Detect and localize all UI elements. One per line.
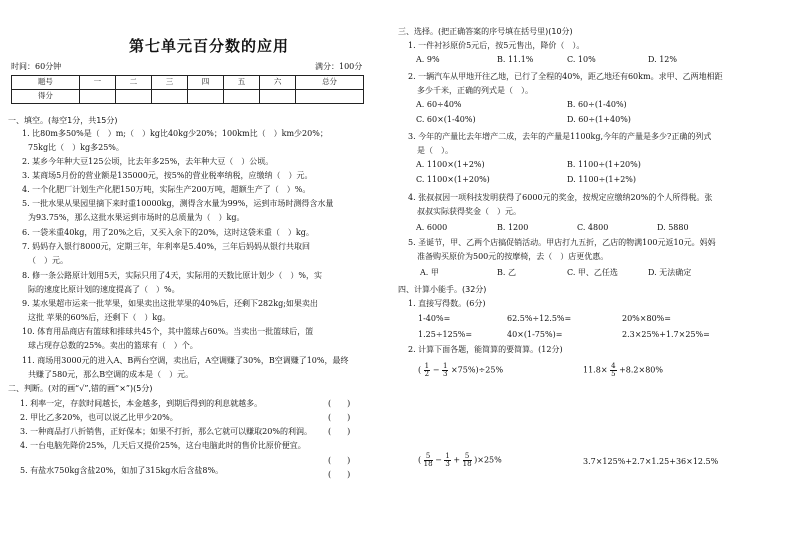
section2-item: 4. 一台电脑先降价25%，几天后又提价25%，这台电脑此时的售价比原价便宜。 — [20, 441, 306, 450]
direct-calc-item: 1.25÷125%= — [418, 330, 473, 339]
direct-calc-item: 1-40%= — [418, 314, 451, 323]
section3-question: 多少千米，正确的列式是（ ）。 — [417, 86, 533, 95]
option[interactable]: D. 60÷(1+40%) — [567, 115, 631, 124]
direct-calc-item: 62.5%÷12.5%= — [507, 314, 572, 323]
fraction: $\frac{1}{3}$ — [442, 362, 448, 378]
section3-question: 4. 张叔叔因一项科技发明获得了6000元的奖金，按规定应缴纳20%的个人所得税。张 — [408, 193, 713, 202]
option[interactable]: B. 11.1% — [497, 55, 534, 64]
option[interactable]: D. 12% — [648, 55, 677, 64]
option[interactable]: C. 60×(1-40%) — [416, 115, 476, 124]
option[interactable]: A. 1100×(1+2%) — [416, 160, 485, 169]
section4-subheading: 1. 直接写得数。(6分) — [408, 299, 486, 308]
section1-line: 8. 修一条公路原计划用5天，实际只用了4天，实际用的天数比原计划少（ ）%，实 — [22, 271, 322, 280]
option[interactable]: B. 1200 — [497, 223, 529, 232]
section1-line: 11. 商场用3000元的进入A、B两台空调，卖出后，A空调赚了30%，B空调赚了10%，最终 — [22, 356, 349, 365]
score-table-cell: 四 — [187, 76, 223, 90]
section4-heading: 四、计算小能手。(32分) — [398, 285, 487, 294]
section1-line: 5. 一批水果从果园里摘下来时重10000kg，测得含水量为99%，运到市场时测得含水量 — [22, 199, 334, 208]
score-entry-cell[interactable] — [79, 90, 115, 104]
answer-blank[interactable]: ( ) — [328, 470, 351, 479]
option[interactable]: B. 乙 — [497, 268, 516, 277]
section1-line: 际的速度比原计划的速度提高了（ ）%。 — [28, 285, 180, 294]
section1-line: （ ）元。 — [28, 256, 68, 265]
section2-item: 1. 利率一定，存款时间越长，本金越多，到期后得到的利息就越多。 — [20, 399, 263, 408]
direct-calc-item: 20%×80%= — [622, 314, 671, 323]
score-table-cell: 总分 — [296, 76, 364, 90]
option[interactable]: A. 60÷40% — [416, 100, 462, 109]
section1-line: 为93.75%，那么这批水果运到市场时的总质量为（ ）kg。 — [28, 213, 245, 222]
option[interactable]: B. 60÷(1-40%) — [567, 100, 627, 109]
section1-line: 10. 体育用品商店有篮球和排球共45个，其中篮球占60%。当卖出一批篮球后，篮 — [22, 327, 314, 336]
section3-question: 1. 一件衬衫原价5元后，按5元售出，降价（ ）。 — [408, 41, 585, 50]
answer-blank[interactable]: ( ) — [328, 399, 351, 408]
section3-question: 2. 一辆汽车从甲地开往乙地，已行了全程的40%，距乙地还有60km。求甲、乙两地相距 — [408, 72, 723, 81]
section1-line: 这批 苹果的60%后，还剩下（ ）kg。 — [28, 313, 171, 322]
section2-item: 2. 甲比乙多20%，也可以说乙比甲少20%。 — [20, 413, 178, 422]
fraction: $\frac{5}{18}$ — [462, 452, 472, 468]
option[interactable]: D. 无法确定 — [648, 268, 692, 277]
fraction: $\frac{5}{18}$ — [423, 452, 433, 468]
direct-calc-item: 40×(1-75%)= — [507, 330, 563, 339]
score-table-cell: 六 — [260, 76, 296, 90]
score-table — [11, 75, 364, 104]
section1-line: 4. 一个化肥厂计划生产化肥150万吨，实际生产200万吨，超额生产了（ ）%。 — [22, 185, 311, 194]
score-entry-cell[interactable] — [115, 90, 151, 104]
section1-line: 1. 比80m多50%是（ ）m;（ ）kg比40kg少20%；100km比（ ）km少20%； — [22, 129, 328, 138]
score-entry-cell[interactable] — [296, 90, 364, 104]
answer-blank[interactable]: ( ) — [328, 456, 351, 465]
option[interactable]: D. 5880 — [657, 223, 689, 232]
section1-heading: 一、填空。(每空1分，共15分) — [8, 116, 118, 125]
calc-expression-2: 11.8× $\frac{4}{5}$ +8.2×80% — [583, 362, 663, 378]
section1-line: 共赚了580元，那么B空调的成本是（ ）元。 — [28, 370, 194, 379]
section1-line: 2. 某乡今年种大豆125公顷，比去年多25%，去年种大豆（ ）公顷。 — [22, 157, 274, 166]
section1-line: 7. 妈妈存入银行8000元，定期三年，年利率是5.40%，三年后妈妈从银行共取回 — [22, 242, 310, 251]
score-table-cell: 一 — [79, 76, 115, 90]
option[interactable]: C. 4800 — [577, 223, 609, 232]
fraction: $\frac{1}{3}$ — [445, 452, 450, 468]
section2-item: 5. 有盐水750kg含盐20%，如加了315kg水后含盐8%。 — [20, 466, 224, 475]
fraction: $\frac{4}{5}$ — [611, 362, 616, 378]
section3-question: 5. 圣诞节，甲、乙两个店搞促销活动。甲店打九五折，乙店的物满100元返10元。妈妈 — [408, 238, 716, 247]
option[interactable]: C. 1100×(1+20%) — [416, 175, 490, 184]
score-label: 满分：100分 — [315, 62, 363, 71]
option[interactable]: A. 甲 — [420, 268, 439, 277]
section1-line: 75kg比（ ）kg多25%。 — [28, 143, 124, 152]
section1-line: 球占现存总数的25%。卖出的篮球有（ ）个。 — [28, 341, 198, 350]
calc-expression-1: ( $\frac{1}{2}$ − $\frac{1}{3}$ ×75%)÷25% — [418, 362, 504, 378]
section2-heading: 二、判断。(对的画“√”,错的画“×”)(5分) — [8, 384, 153, 393]
score-entry-cell[interactable] — [151, 90, 187, 104]
direct-calc-item: 2.3×25%+1.7×25%= — [622, 330, 710, 339]
option[interactable]: A. 6000 — [416, 223, 448, 232]
score-table-cell: 二 — [115, 76, 151, 90]
score-entry-cell[interactable] — [224, 90, 260, 104]
score-table-cell: 得分 — [12, 90, 80, 104]
section2-item: 3. 一种商品打八折销售，正好保本；如果不打折，那么它就可以赚取20%的利润。 — [20, 427, 312, 436]
score-entry-cell[interactable] — [260, 90, 296, 104]
option[interactable]: A. 9% — [416, 55, 440, 64]
fraction: $\frac{1}{2}$ — [424, 362, 430, 378]
option[interactable]: C. 甲、乙任选 — [567, 268, 618, 277]
section3-question: 准备购买原价为500元的按摩椅，去（ ）店更优惠。 — [417, 252, 609, 261]
score-table-score-row — [12, 90, 364, 104]
section1-line: 9. 某水果超市运来一批苹果，如果卖出这批苹果的40%后，还剩下282kg;如果卖出 — [22, 299, 318, 308]
score-table-cell: 题号 — [12, 76, 80, 90]
section3-question: 是（ ）。 — [417, 146, 453, 155]
option[interactable]: D. 1100÷(1+2%) — [567, 175, 637, 184]
score-entry-cell[interactable] — [187, 90, 223, 104]
section3-question: 叔叔实际获得奖金（ ）元。 — [417, 207, 521, 216]
calc-expression-3: ( $\frac{5}{18}$ − $\frac{1}{3}$ + $\frac{5}{18}$ )×25% — [418, 452, 502, 468]
option[interactable]: C. 10% — [567, 55, 596, 64]
section1-line: 3. 某商场5月份的营业额是135000元，按5%的营业税率纳税，应缴纳（ ）元。 — [22, 171, 313, 180]
answer-blank[interactable]: ( ) — [328, 413, 351, 422]
answer-blank[interactable]: ( ) — [328, 427, 351, 436]
score-table-cell: 三 — [151, 76, 187, 90]
section3-heading: 三、选择。(把正确答案的序号填在括号里)(10分) — [398, 27, 573, 36]
time-label: 时间：60分钟 — [11, 62, 62, 71]
section3-question: 3. 今年的产量比去年增产二成，去年的产量是1100kg,今年的产量是多少?正确的列式 — [408, 132, 712, 141]
page-title: 第七单元百分数的应用 — [129, 37, 290, 55]
score-table-cell: 五 — [224, 76, 260, 90]
option[interactable]: B. 1100÷(1+20%) — [567, 160, 641, 169]
section1-line: 6. 一袋米重40kg，用了20%之后，又买入余下的20%，这时这袋米重（ ）kg。 — [22, 228, 314, 237]
section4-subheading: 2. 计算下面各题，能简算的要简算。(12分) — [408, 345, 563, 354]
score-table-header-row — [12, 76, 364, 90]
calc-expression-4: 3.7×125%+2.7×1.25+36×12.5% — [583, 457, 719, 466]
